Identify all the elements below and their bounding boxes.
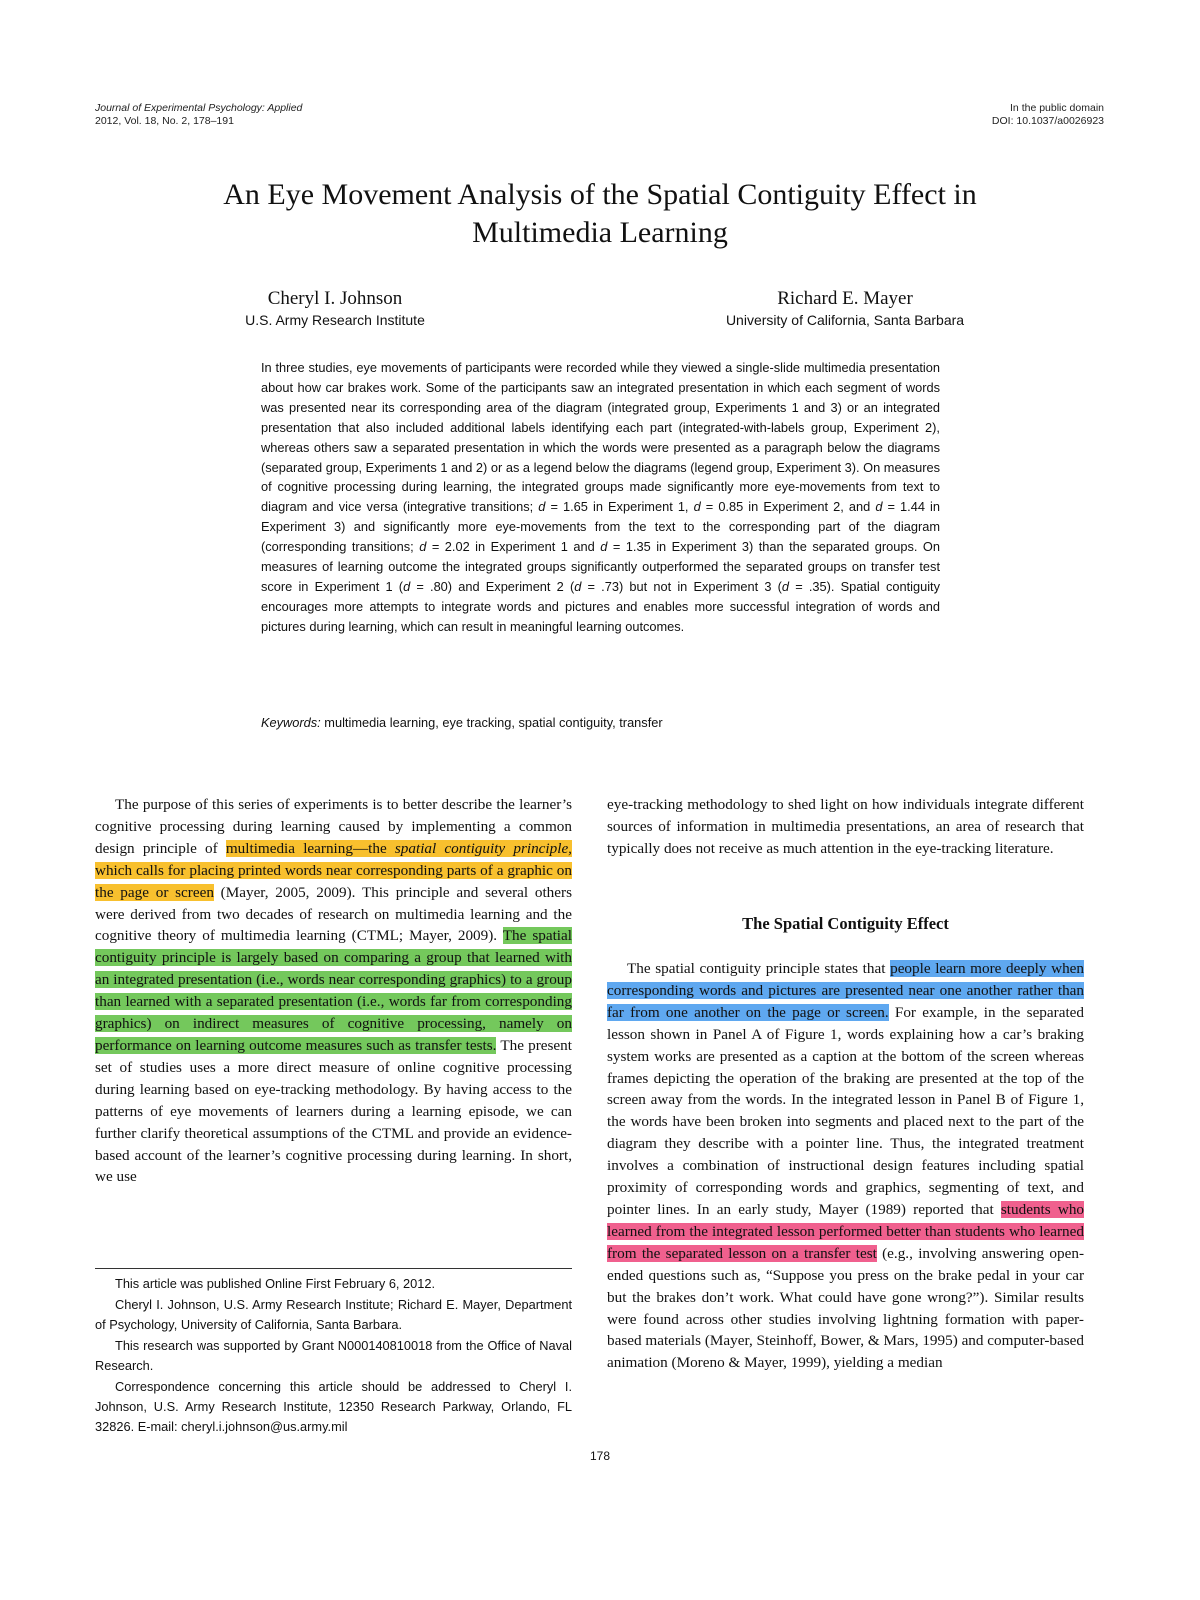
- abstract-text: = .80) and Experiment 2 (: [410, 578, 575, 594]
- keywords-label: Keywords:: [261, 715, 321, 730]
- journal-volume: 2012, Vol. 18, No. 2, 178–191: [95, 115, 234, 127]
- author-name: Cheryl I. Johnson: [267, 288, 403, 309]
- effect-size-symbol: d: [403, 578, 411, 594]
- body-text: The purpose of this series of experiments is to better describe the learner’s cognitive processing during learning caused by implementing a common design principle of: [95, 796, 572, 857]
- footnote-text: This article was published Online First February 6, 2012.: [115, 1276, 436, 1291]
- rights-header: [992, 102, 1104, 128]
- page-number: 178: [589, 1449, 611, 1463]
- highlight-pink[interactable]: students who learned from the integrated lesson performed better than students who learned from the separated lesson on a transfer test: [607, 1200, 1085, 1262]
- author-1: [175, 288, 495, 330]
- body-text: (e.g., involving answering open-ended questions such as, “Suppose you press on the brake pedal in your car but the brakes don’t work. What could have gone wrong?”). Similar results were found across other studies involving lightning formation with paper-based materials (Mayer, Steinhoff, Bower, & Mars, 1995) and computer-based animation (Moreno & Mayer, 1999), yielding a median: [607, 1244, 1084, 1372]
- keywords-list: multimedia learning, eye tracking, spatial contiguity, transfer: [320, 715, 663, 730]
- abstract-text: = 1.65 in Experiment 1,: [545, 499, 689, 515]
- footnote: [95, 1274, 572, 1294]
- footnote-text: This research was supported by Grant N000140810018 from the Office of Naval Research.: [95, 1338, 572, 1373]
- paper-title: An Eye Movement Analysis of the Spatial Contiguity Effect in Multimedia Learning: [223, 178, 977, 249]
- abstract-text: = .35). Spatial contiguity encourages more attempts to integrate words and pictures and enables more successful integration of words and pictures during learning, which can result in meaningful learning outcomes.: [261, 578, 940, 634]
- journal-header: [95, 102, 302, 128]
- highlight-text-italic: spatial contiguity principle,: [394, 839, 572, 857]
- section-heading: The Spatial Contiguity Effect: [742, 914, 949, 933]
- abstract-text: In three studies, eye movements of participants were recorded while they viewed a single-slide multimedia presentation about how car brakes work. Some of the participants saw an integrated presentation in which each segment of words was presented near its corresponding area of the diagram (integrated group, Experiments 1 and 3) or an integrated presentation that also included additional labels identifying each part (integrated-with-labels group, Experiment 2), whereas others saw a separated presentation in which the words were presented as a paragraph below the diagrams (separated group, Experiments 1 and 2) or as a legend below the diagrams (legend group, Experiment 3). On measures of cognitive processing during learning, the integrated groups made significantly more eye-movements from text to diagram and vice versa (integrative transitions;: [261, 360, 940, 515]
- keywords: [261, 713, 940, 733]
- footnote: [95, 1336, 572, 1376]
- author-affiliation: University of California, Santa Barbara: [725, 312, 965, 328]
- author-affiliation: U.S. Army Research Institute: [245, 312, 425, 328]
- author-2: [685, 288, 1005, 330]
- body-text: The spatial contiguity principle states that: [627, 960, 891, 977]
- abstract-text: = 0.85 in Experiment 2, and: [700, 499, 871, 515]
- author-name: Richard E. Mayer: [777, 288, 913, 309]
- highlight-text: multimedia learning—the: [225, 839, 395, 857]
- abstract-text: = .73) but not in Experiment 3 (: [581, 578, 782, 594]
- body-paragraph-continued: eye-tracking methodology to shed light on how individuals integrate different sources of information in multimedia presentations, an area of research that typically does not receive as much attention in the eye-tracking literature.: [607, 796, 1084, 857]
- body-paragraph-intro: [95, 794, 572, 1188]
- footnote: [95, 1377, 572, 1437]
- footnote: [95, 1295, 572, 1335]
- journal-name: Journal of Experimental Psychology: Applied: [95, 102, 303, 114]
- effect-size-symbol: d: [574, 578, 582, 594]
- body-text: The present set of studies uses a more direct measure of online cognitive processing during learning based on eye-tracking methodology. By having access to the patterns of eye movements of learners during a learning episode, we can further clarify theoretical assumptions of the CTML and provide an evidence-based account of the learner’s cognitive processing during learning. In short, we use: [95, 1036, 572, 1186]
- effect-size-symbol: d: [693, 499, 701, 515]
- abstract-text: = 1.35 in Experiment 3) than the separated groups. On measures of learning outcome the integrated groups significantly outperformed the separated groups on transfer test score in Experiment 1 (: [261, 539, 940, 594]
- highlight-green[interactable]: The spatial contiguity principle is largely based on comparing a group that learned with an integrated presentation (i.e., words near corresponding graphics) to a group than learned with a separated presentation (i.e., words far from corresponding graphics) on indirect measures of cognitive processing, namely on performance on learning outcome measures such as transfer tests.: [95, 927, 572, 1054]
- effect-size-symbol: d: [538, 499, 546, 515]
- body-text: For example, in the separated lesson shown in Panel A of Figure 1, words explaining how a car’s braking system works are presented as a caption at the bottom of the screen whereas frames depicting the operation of the braking are presented at the top of the screen away from the words. In the integrated lesson in Panel B of Figure 1, the words have been broken into segments and placed next to the part of the diagram they describe with a pointer line. Thus, the integrated treatment involves a combination of instructional design features including spatial proximity of corresponding words and graphics, segmenting of text, and pointer lines. In an early study, Mayer (1989) reported that: [607, 1003, 1084, 1218]
- effect-size-symbol: d: [600, 539, 608, 555]
- body-paragraph-spatial-contiguity: [607, 958, 1084, 1374]
- highlight-blue[interactable]: people learn more deeply when corresponding words and pictures are presented near one another rather than far from one another on the page or screen.: [607, 960, 1085, 1021]
- effect-size-symbol: d: [781, 578, 790, 594]
- footnote-divider: [95, 1268, 572, 1269]
- abstract: [261, 358, 940, 637]
- rights-statement: In the public domain: [1010, 102, 1104, 114]
- footnote-text: Cheryl I. Johnson, U.S. Army Research Institute; Richard E. Mayer, Department of Psychology, University of California, Santa Barbara.: [95, 1297, 572, 1332]
- effect-size-symbol: d: [419, 539, 427, 555]
- footnote-text: Correspondence concerning this article should be addressed to Cheryl I. Johnson, U.S. Army Research Institute, 12350 Research Parkway, Orlando, FL 32826. E-mail: cheryl.i.johnson@us.army.mil: [95, 1379, 572, 1434]
- effect-size-symbol: d: [875, 499, 883, 515]
- abstract-text: = 1.44 in Experiment 3) and significantly more eye-movements from the text to the corresponding part of the diagram (corresponding transitions;: [261, 499, 940, 555]
- doi: DOI: 10.1037/a0026923: [991, 115, 1104, 127]
- highlight-text: which calls for placing printed words near corresponding parts of a graphic on the page or screen: [95, 861, 572, 901]
- body-text: (Mayer, 2005, 2009). This principle and several others were derived from two decades of research on multimedia learning and the cognitive theory of multimedia learning (CTML; Mayer, 2009).: [95, 883, 572, 945]
- abstract-text: = 2.02 in Experiment 1 and: [426, 539, 595, 555]
